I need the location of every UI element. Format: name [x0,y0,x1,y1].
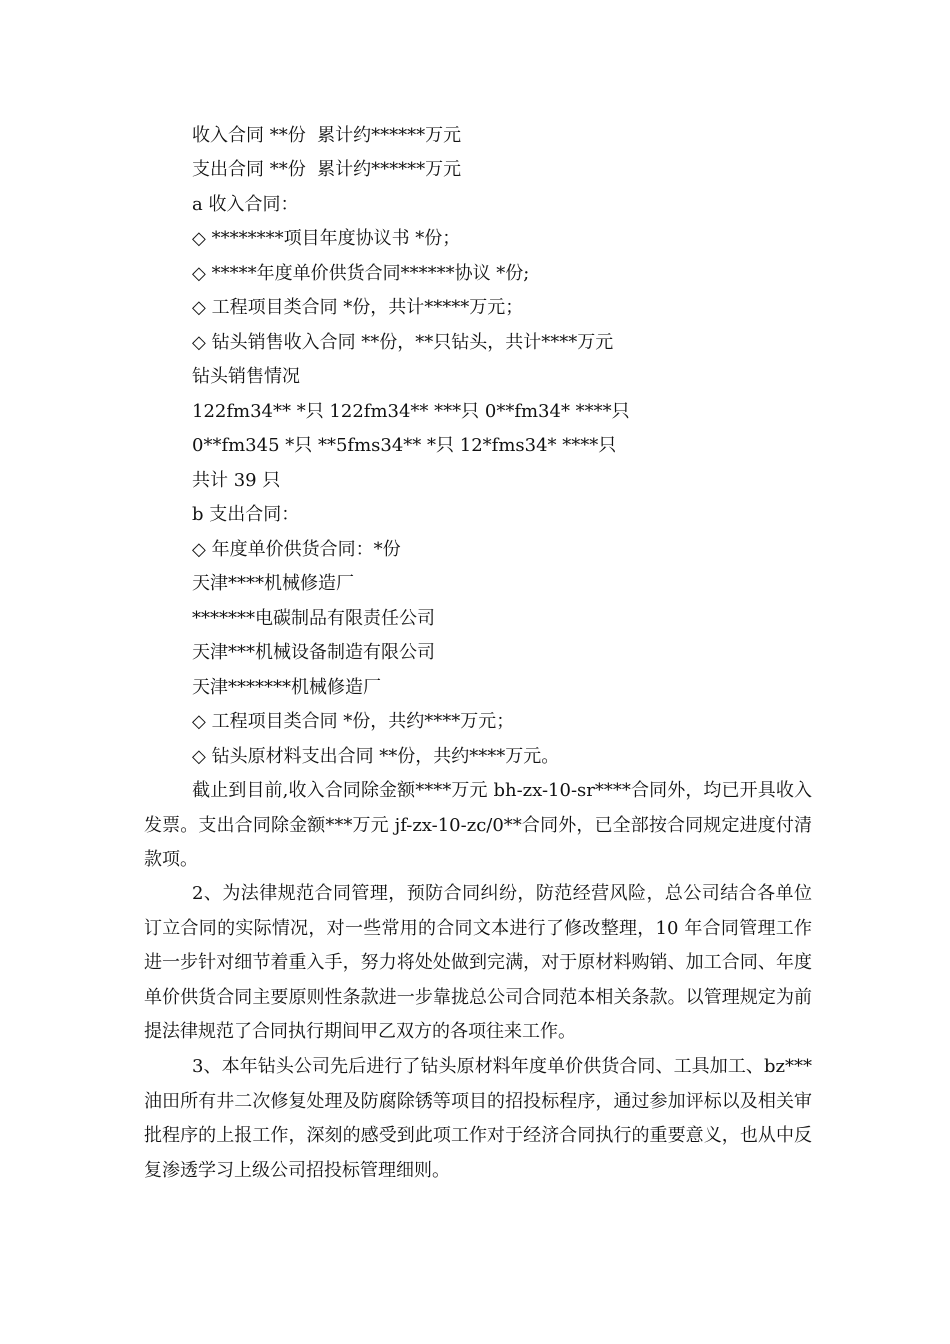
text-line: ◇ ********项目年度协议书 *份； [192,228,461,249]
text-line: 天津****机械修造厂 [192,573,354,594]
paragraph [144,774,812,878]
text-line: b 支出合同： [192,504,300,525]
paragraph-text: 截止到目前,收入合同除金额****万元 bh-zx-10-sr****合同外，均已开具收入发票。支出合同除金额***万元 jf-zx-10-zc/0**合同外，已全部按合同规定进度付清款项。 [144,780,812,870]
text-line: ◇ 钻头原材料支出合同 **份，共约****万元。 [192,746,560,767]
text-line: 支出合同 **份 累计约******万元 [192,159,462,180]
text-line: 钻头销售情况 [192,366,300,387]
text-line: 天津***机械设备制造有限公司 [192,642,435,663]
text-line: ◇ 工程项目类合同 *份，共计*****万元； [192,297,524,318]
text-line: 收入合同 **份 累计约******万元 [192,125,462,146]
text-line: *******电碳制品有限责任公司 [192,608,435,629]
text-line: ◇ *****年度单价供货合同******协议 *份; [192,263,530,284]
paragraph-text: 2、为法律规范合同管理，预防合同纠纷，防范经营风险，总公司结合各单位订立合同的实际情况，对一些常用的合同文本进行了修改整理，10 年合同管理工作进一步针对细节着重入手，努力将处处做到完满，对于原材料购销、加工合同、年度单价供货合同主要原则性条款进一步靠拢总公司合同范本相关条款。以管理规定为前提法律规范了合同执行期间甲乙双方的各项往来工作。 [144,883,812,1042]
text-line: 天津*******机械修造厂 [192,677,381,698]
text-line: ◇ 工程项目类合同 *份，共约****万元； [192,711,515,732]
text-line: ◇ 钻头销售收入合同 **份，**只钻头，共计****万元 [192,332,614,353]
text-line: 共计 39 只 [192,470,281,491]
text-line: 122fm34** *只 122fm34** ***只 0**fm34* ****只 [192,401,630,422]
paragraph [144,1050,812,1188]
text-line: a 收入合同： [192,194,299,215]
text-line: ◇ 年度单价供货合同：*份 [192,539,401,560]
paragraph-text: 3、本年钻头公司先后进行了钻头原材料年度单价供货合同、工具加工、bz***油田所有井二次修复处理及防腐除锈等项目的招投标程序，通过参加评标以及相关审批程序的上报工作，深刻的感受到此项工作对于经济合同执行的重要意义，也从中反复渗透学习上级公司招投标管理细则。 [144,1056,812,1181]
text-line: 0**fm345 *只 **5fms34** *只 12*fms34* ****只 [192,435,617,456]
paragraph [144,877,812,1050]
